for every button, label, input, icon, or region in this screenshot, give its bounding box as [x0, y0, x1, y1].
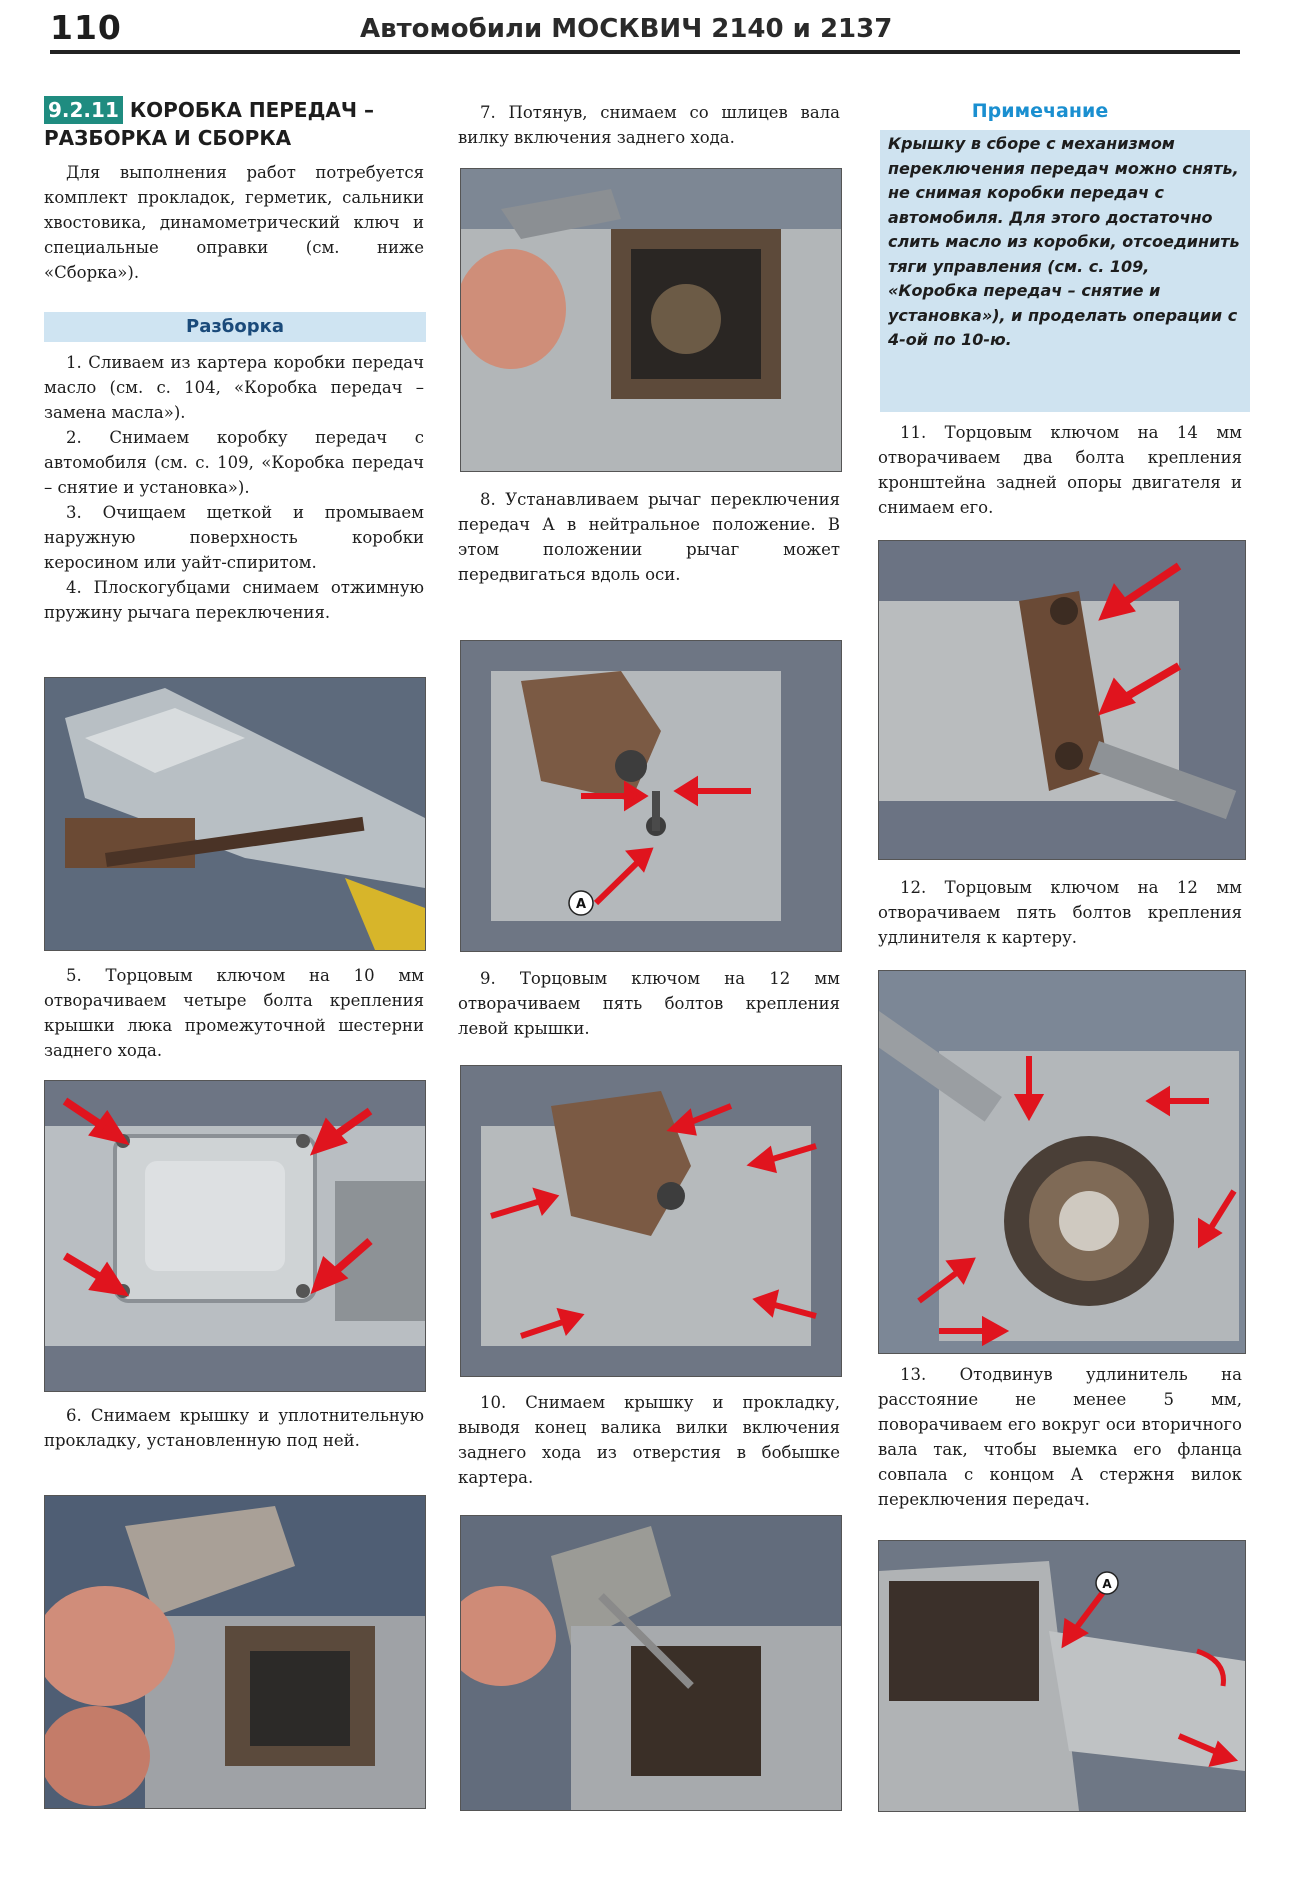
header-rule: [50, 50, 1240, 54]
step-2: 2. Снимаем коробку передач с автомобиля (см. с. 109, «Коробка передач – снятие и установка»).: [44, 428, 424, 497]
note-heading: Примечание: [971, 100, 1109, 122]
photo-reverse-fork: [460, 168, 842, 472]
step-10: 10. Снимаем крышку и прокладку, выводя конец валика вилки включения заднего хода из отверстия в бобышке картера.: [458, 1393, 840, 1487]
photo-hatch-cover-bolts: [44, 1080, 426, 1392]
note-text: Крышку в сборе с механизмом переключения передач можно снять, не снимая коробки передач с автомобиля. Для этого достаточно слить масло из коробки, отсоединить тяги управления (см. с. 109, «Коробка передач – снятие и установка»), и проделать операции с 4-ой по 10-ю.: [888, 134, 1240, 349]
step-11: 11. Торцовым ключом на 14 мм отворачиваем два болта крепления кронштейна задней опоры двигателя и снимаем его.: [878, 423, 1242, 517]
step-13: 13. Отодвинув удлинитель на расстояние не менее 5 мм, поворачиваем его вокруг оси вторичного вала так, чтобы выемка его фланца совпала с концом А стержня вилок переключения передач.: [878, 1365, 1242, 1509]
step-4: 4. Плоскогубцами снимаем отжимную пружину рычага переключения.: [44, 578, 424, 622]
step-7: 7. Потянув, снимаем со шлицев вала вилку включения заднего хода.: [458, 103, 840, 147]
step-9: 9. Торцовым ключом на 12 мм отворачиваем пять болтов крепления левой крышки.: [458, 969, 840, 1038]
photo-engine-mount-bracket: [878, 540, 1246, 860]
section-title-line1: КОРОБКА ПЕРЕДАЧ –: [129, 98, 375, 122]
section-title: [44, 96, 424, 152]
book-title: Автомобили МОСКВИЧ 2140 и 2137: [360, 14, 893, 44]
step-6: 6. Снимаем крышку и уплотнительную прокладку, установленную под ней.: [44, 1406, 424, 1450]
photo-extension-bolts: [878, 970, 1246, 1354]
step-8: 8. Устанавливаем рычаг переключения передач А в нейтральное положение. В этом положении рычаг может передвигаться вдоль оси.: [458, 490, 840, 584]
step-12: 12. Торцовым ключом на 12 мм отворачиваем пять болтов крепления удлинителя к картеру.: [878, 878, 1242, 947]
page-number: 110: [50, 8, 122, 47]
step-5: 5. Торцовым ключом на 10 мм отворачиваем четыре болта крепления крышки люка промежуточной шестерни заднего хода.: [44, 966, 424, 1060]
callout-a-step8: А: [575, 897, 587, 912]
step-1: 1. Сливаем из картера коробки передач масло (см. с. 104, «Коробка передач – замена масла»).: [44, 353, 424, 422]
photo-shift-lever-neutral: [460, 640, 842, 952]
subsection-heading: Разборка: [44, 312, 426, 342]
intro-text: Для выполнения работ потребуется комплект прокладок, герметик, сальники хвостовика, динамометрический ключ и специальные оправки (см. ниже «Сборка»).: [44, 163, 424, 282]
photo-extension-rotated: [878, 1540, 1246, 1812]
section-number: 9.2.11: [44, 96, 123, 124]
photo-cover-removal: [44, 1495, 426, 1809]
step-3: 3. Очищаем щеткой и промываем наружную поверхность коробки керосином или уайт-спиритом.: [44, 503, 424, 572]
photo-gearbox-pliers: [44, 677, 426, 951]
photo-left-cover-bolts: [460, 1065, 842, 1377]
photo-cover-lifted: [460, 1515, 842, 1811]
callout-a-step13: А: [1102, 1577, 1112, 1591]
section-title-line2: РАЗБОРКА И СБОРКА: [44, 126, 292, 150]
